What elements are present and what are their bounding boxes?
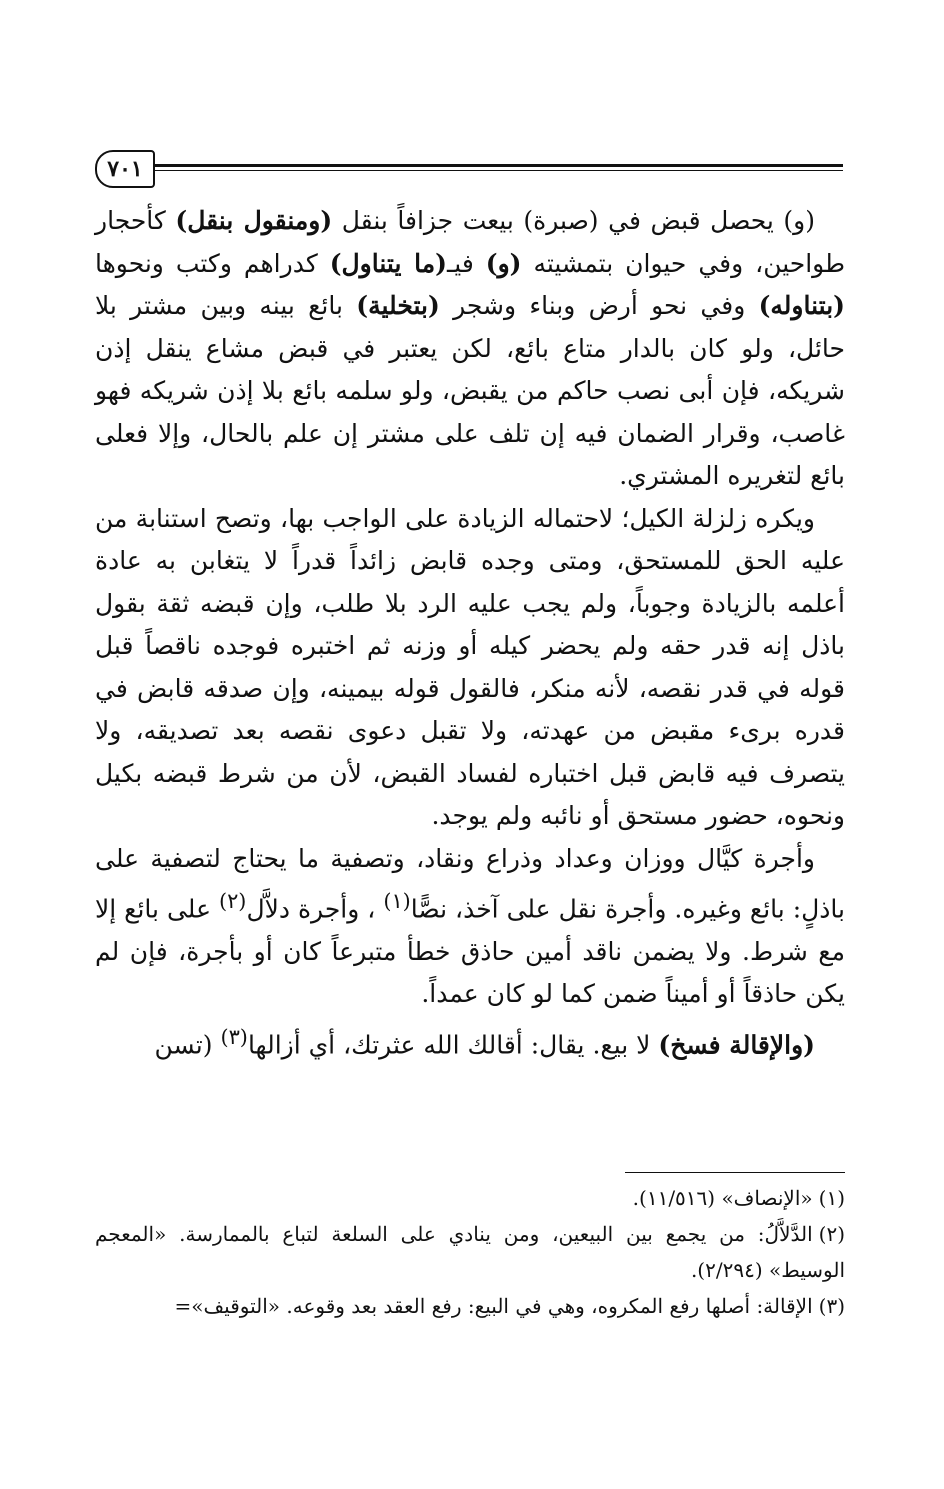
main-text — [95, 200, 845, 1067]
header-rule — [153, 164, 843, 167]
text-run: بائع بينه وبين مشتر بلا حائل، ولو كان بالدار متاع بائع، لكن يعتبر في قبض مشاع ينقل إذن شريكه، فإن أبى نصب حاكم من يقبض، ولو سلمه بائع بلا إذن شريكه فهو غاصب، وقرار الضمان فيه إن تلف على مشتر إن علم بالحال، وإلا فعلى بائع لتغريره المشتري. — [95, 291, 845, 490]
footnote-text: الدَّلاَّلُ: من يجمع بين البيعين، ومن ينادي على السلعة لتباع بالممارسة. «المعجم الوسيط» (٢/٢٩٤). — [95, 1222, 845, 1282]
footnote-ref[interactable]: (٢) — [218, 889, 247, 913]
footnote-ref[interactable]: (١) — [383, 889, 411, 913]
text-run: وأجرة كيَّال ووزان وعداد وذراع ونقاد، وتصفية ما يحتاج لتصفية على باذلٍ: بائع وغيره. وأجرة نقل على آخذ، نصًّا — [95, 843, 845, 924]
footnote-number: (٣) — [818, 1294, 845, 1318]
text-run: فيـ — [446, 248, 486, 278]
text-run: لا بيع. يقال: أقالك الله عثرتك، أي أزالها — [247, 1030, 659, 1060]
header-rule-thin — [153, 170, 843, 171]
footnote-number: (١) — [818, 1186, 845, 1210]
text-run: على بائع إلا مع شرط. ولا يضمن ناقد أمين حاذق خطأ متبرعاً كان أو بأجرة، فإن لم يكن حاذقاً أو أميناً ضمن كما لو كان عمداً. — [95, 894, 845, 1009]
footnote-number: (٢) — [818, 1222, 845, 1246]
matn-bold: (بتناوله) — [758, 291, 845, 320]
page-header — [95, 150, 845, 190]
text-run: وفي نحو أرض وبناء وشجر — [439, 291, 759, 320]
paragraph — [95, 838, 845, 1016]
text-run: ، وأجرة دلاَّل — [246, 894, 384, 924]
footnote-text: «الإنصاف» (١١/٥١٦). — [632, 1186, 813, 1210]
matn-bold: (ومنقول بنقل) — [175, 206, 333, 235]
paragraph: ويكره زلزلة الكيل؛ لاحتماله الزيادة على الواجب بها، وتصح استنابة من عليه الحق للمستحق، ومتى وجده قابض زائداً قدراً لا يتغابن به عادة أعلمه بالزيادة وجوباً، ولم يجب عليه الرد بلا طلب، وإن قبضه ثقة بقول باذل إنه قدر حقه ولم يحضر كيله أو وزنه ثم اختبره فوجده ناقصاً قبل قوله في قدر نقصه، لأنه منكر، فالقول قوله بيمينه، وإن صدقه قابض في قدره برىء مقبض من عهدته، ولا تقبل دعوى نقصه بعد تصديقه، ولا يتصرف فيه قابض قبل اختباره لفساد القبض، لأن من شرط قبضه بكيل ونحوه، حضور مستحق أو نائبه ولم يوجد. — [95, 503, 845, 830]
footnote — [95, 1288, 845, 1324]
matn-bold: (بتخلية) — [356, 291, 440, 320]
text-run: كأحجار طواحين، وفي حيوان بتمشيته — [95, 206, 845, 278]
text-run: (تسن — [154, 1030, 221, 1060]
footnote-text: الإقالة: أصلها رفع المكروه، وهي في البيع: رفع العقد بعد وقوعه. «التوقيف»= — [174, 1294, 813, 1318]
footnote — [95, 1180, 845, 1216]
matn-bold: (و) — [485, 248, 522, 278]
text-run: كدراهم وكتب ونحوها — [95, 248, 330, 278]
paragraph — [95, 200, 845, 498]
text-run: (و) يحصل قبض في (صبرة) بيعت جزافاً بنقل — [332, 206, 815, 235]
footnote-separator — [625, 1172, 845, 1173]
matn-bold: (والإقالة فسخ) — [658, 1030, 815, 1060]
footnotes — [95, 1180, 845, 1324]
paragraph — [95, 1016, 845, 1067]
footnote — [95, 1216, 845, 1288]
matn-bold: (ما يتناول) — [329, 248, 447, 278]
footnote-ref[interactable]: (٣) — [220, 1024, 248, 1049]
page-number: ٧٠١ — [95, 150, 155, 188]
